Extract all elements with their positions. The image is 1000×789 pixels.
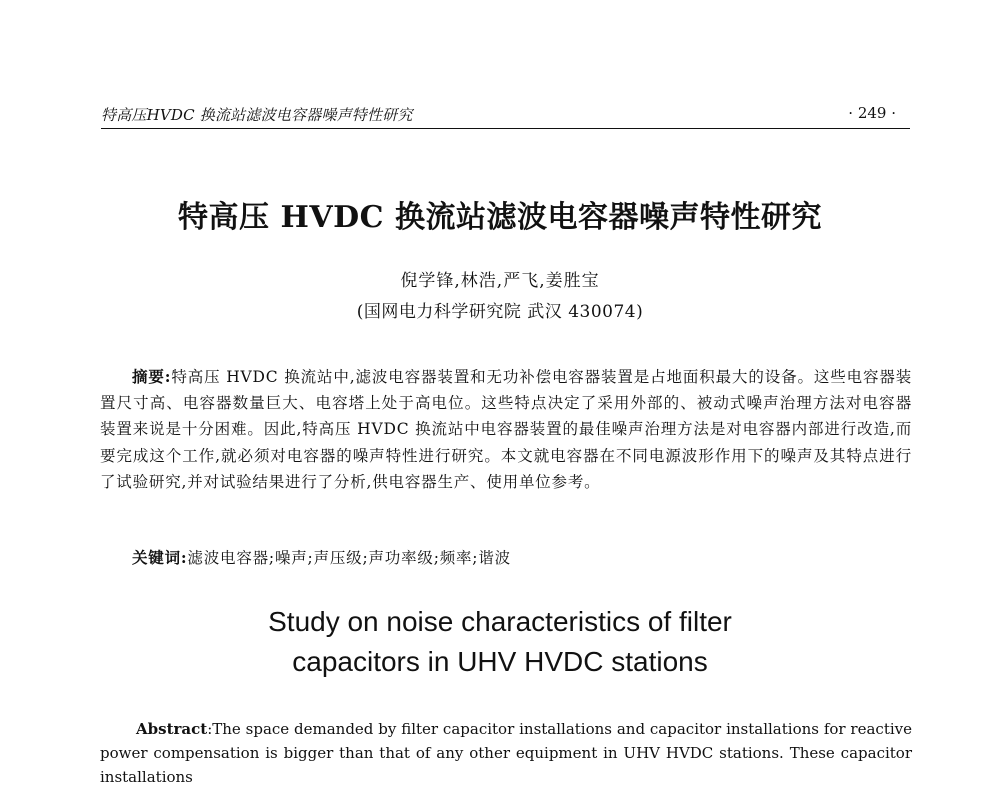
paper-title-en: [0, 602, 1000, 682]
paper-title-en-line1: Study on noise characteristics of filter: [268, 606, 732, 637]
keywords-cn-text: 滤波电容器;噪声;声压级;声功率级;频率;谐波: [187, 549, 511, 567]
paper-title-en-line2: capacitors in UHV HVDC stations: [292, 646, 708, 677]
running-header: [101, 98, 910, 128]
affiliation-cn: (国网电力科学研究院 武汉 430074): [356, 302, 644, 322]
running-title: 特高压HVDC 换流站滤波电容器噪声特性研究: [101, 106, 413, 124]
paper-title-cn: 特高压 HVDC 换流站滤波电容器噪声特性研究: [178, 200, 822, 235]
header-rule: [101, 128, 910, 129]
keywords-cn: [132, 546, 511, 568]
authors-cn: 倪学锋,林浩,严飞,姜胜宝: [400, 271, 600, 291]
abstract-cn-label: 摘要:: [132, 367, 172, 386]
abstract-en-text: :The space demanded by filter capacitor installations and capacitor installations for reactive power compensation is bigger than that of any other equipment in UHV HVDC stations. These capacitor installations: [100, 720, 912, 786]
keywords-cn-label: 关键词:: [132, 548, 188, 567]
abstract-cn-text: 特高压 HVDC 换流站中,滤波电容器装置和无功补偿电容器装置是占地面积最大的设备。这些电容器装置尺寸高、电容器数量巨大、电容塔上处于高电位。这些特点决定了采用外部的、被动式噪声治理方法对电容器装置来说是十分困难。因此,特高压 HVDC 换流站中电容器装置的最佳噪声治理方法是对电容器内部进行改造,而要完成这个工作,就必须对电容器的噪声特性进行研究。本文就电容器在不同电源波形作用下的噪声及其特点进行了试验研究,并对试验结果进行了分析,供电容器生产、使用单位参考。: [100, 368, 912, 491]
abstract-en-label: Abstract: [136, 720, 208, 738]
abstract-en: [100, 717, 912, 789]
abstract-cn: [100, 364, 912, 495]
page-number: · 249 ·: [848, 104, 896, 122]
